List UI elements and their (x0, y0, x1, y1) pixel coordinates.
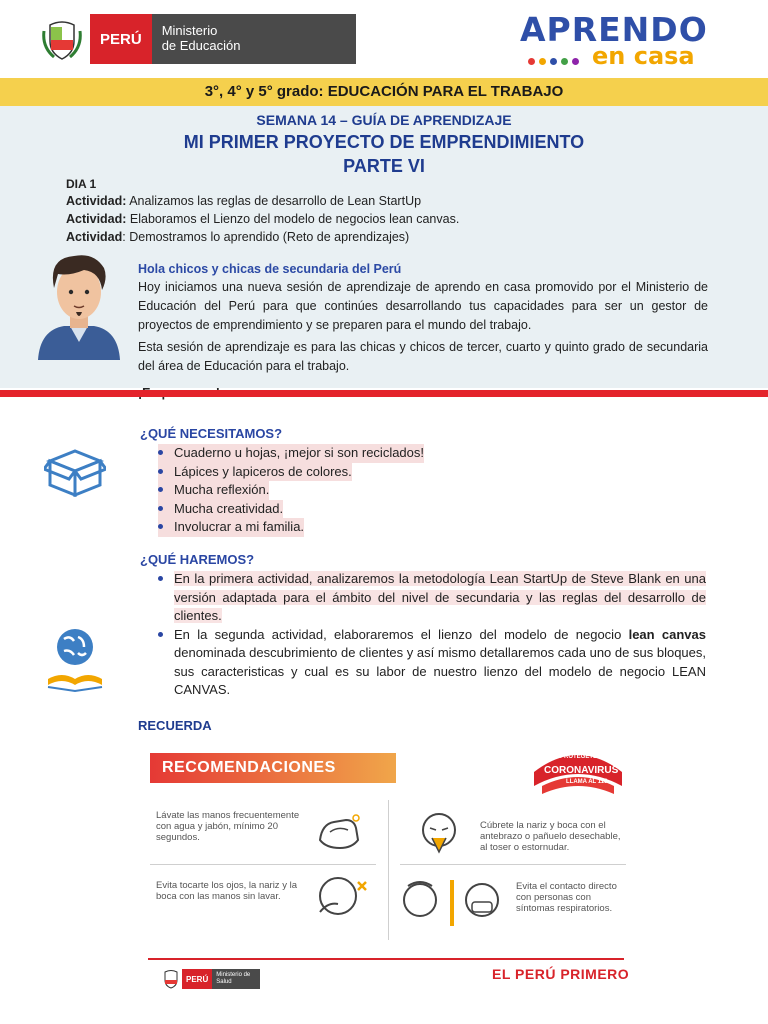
activity-item: Actividad: Demostramos lo aprendido (Reto de aprendizajes) (66, 230, 410, 244)
brand-dots (528, 58, 579, 65)
needs-list (158, 444, 424, 537)
divider-horizontal (400, 864, 626, 865)
divider-horizontal (150, 864, 376, 865)
footer-brand: EL PERÚ PRIMERO (492, 966, 630, 982)
recall-label: RECUERDA (138, 718, 212, 733)
coat-of-arms-icon (160, 969, 182, 989)
section-divider (0, 390, 768, 397)
ministry-logo (34, 14, 356, 64)
brand-dot (528, 58, 535, 65)
greeting: Hola chicos y chicas de secundaria del Perú (138, 262, 402, 276)
activity-item: Actividad: Analizamos las reglas de desarrollo de Lean StartUp (66, 194, 422, 208)
badge-line: PROTÉGETE DEL (560, 754, 611, 760)
brand-dot (539, 58, 546, 65)
footer-country-label: PERÚ (182, 969, 212, 989)
coat-of-arms-icon (34, 14, 90, 64)
activities-list (66, 192, 459, 246)
page-title: MI PRIMER PROYECTO DE EMPRENDIMIENTO (183, 132, 585, 152)
people-distance-icon (400, 876, 504, 930)
face-touch-icon (312, 872, 370, 926)
tip-text: Cúbrete la nariz y boca con el antebrazo o pañuelo desechable, al toser o estornudar. (480, 820, 621, 853)
list-item: Mucha reflexión. (158, 481, 269, 500)
brand-main-text: APRENDO (520, 10, 708, 49)
list-item: En la segunda actividad, elaboraremos el lienzo del modelo de negocio lean canvas denominada descubrimiento de clientes y así mismo detallaremos cada uno de sus bloques, sus caracteristicas y cual es su labor de nuestro lienzo del modelo de negocio LEAN CANVAS. (158, 626, 706, 700)
intro-paragraph: Esta sesión de aprendizaje es para las chicas y chicos de tercer, cuarto y quinto grado de secundaria del área de Educación para el trabajo. (138, 340, 708, 373)
tip-text: Evita el contacto directo con personas con síntomas respiratorios. (516, 881, 617, 914)
footer-line (148, 958, 624, 960)
brand-sub-text: en casa (592, 42, 695, 70)
peru-label: PERÚ (90, 14, 152, 64)
intro-panel (0, 106, 768, 388)
tip-text: Evita tocarte los ojos, la nariz y la boca con las manos sin lavar. (156, 880, 297, 902)
person-sneezing-icon (414, 808, 464, 860)
list-item: Lápices y lapiceros de colores. (158, 463, 352, 482)
box-icon (44, 445, 106, 497)
list-item: En la primera actividad, analizaremos la metodología Lean StartUp de Steve Blank en una versión adaptada para el ámbito del nivel de secundaria y las reglas del desarrollo de clientes. (158, 570, 706, 626)
activity-item: Actividad: Elaboramos el Lienzo del modelo de negocios lean canvas. (66, 212, 460, 226)
day-label: DIA 1 (66, 177, 97, 191)
list-item: Cuaderno u hojas, ¡mejor si son reciclados! (158, 444, 424, 463)
tip-text: Lávate las manos frecuentemente con agua y jabón, mínimo 20 segundos. (156, 810, 300, 843)
brand-dot (561, 58, 568, 65)
plans-title: ¿QUÉ HAREMOS? (140, 552, 255, 567)
brain-book-icon (44, 625, 106, 695)
footer-ministry-label: Ministerio de Salud (212, 969, 260, 989)
grade-bar: 3°, 4° y 5° grado: EDUCACIÓN PARA EL TRABAJO (0, 78, 768, 106)
plans-list (158, 570, 706, 700)
ministry-label: Ministerio de Educación (152, 14, 356, 64)
minsa-logo (160, 969, 260, 989)
divider-vertical (388, 800, 389, 940)
list-item: Involucrar a mi familia. (158, 518, 304, 537)
brand-dot (550, 58, 557, 65)
intro-paragraph: Hoy iniciamos una nueva sesión de aprendizaje de aprendo en casa promovido por el Ministerio de Educación del Perú para que continúes desarrollando tus capacidades para ser un gestor de proyectos de emprendimiento y se preparen para el mundo del trabajo. (138, 280, 708, 332)
list-item: Mucha creatividad. (158, 500, 283, 519)
aprendo-en-casa-logo (520, 10, 708, 72)
needs-title: ¿QUÉ NECESITAMOS? (140, 426, 283, 441)
recommendations-title: RECOMENDACIONES (162, 759, 336, 776)
week-label: SEMANA 14 – GUÍA DE APRENDIZAJE (256, 112, 512, 128)
teacher-avatar (34, 248, 124, 360)
brand-dot (572, 58, 579, 65)
page-header (0, 0, 768, 78)
badge-line: LLAMA AL 113 (566, 779, 608, 785)
hand-washing-icon (316, 810, 364, 852)
page-subtitle: PARTE VI (343, 156, 425, 176)
badge-line: CORONAVIRUS (544, 765, 619, 776)
